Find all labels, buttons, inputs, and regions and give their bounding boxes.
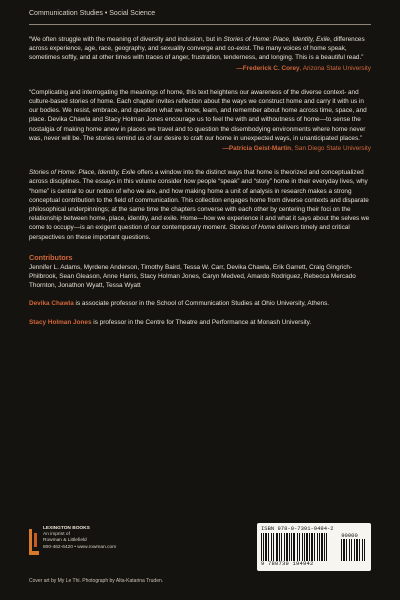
isbn-barcode [257,523,371,571]
contributors-list: Jennifer L. Adams, Myrdene Anderson, Timothy Baird, Tessa W. Carr, Devika Chawla, Erik Garrett, Craig Gingrich-Philbrook, Sean Gleason, Anne Harris, Stacy Holman Jones, Caryn Medved, Amardo Rodriguez, Rebecca Mercado Thornton, Jonathon Wyatt, Tessa Wyatt [29,263,356,290]
book-description: Stories of Home: Place, Identity, Exile offers a window into the distinct ways that home is theorized and conceptualized across disciplines. The essays in this volume consider how people “speak” and “story” home in their everyday lives, why “home” is central to our notion of who we are, and how making home a unit of analysis in research makes a strong conceptual contribution to the field of communication. This collection engages home from diverse contexts and disparate philosophical underpinnings; at the same time the chapters converse with each other by centering their foci on the relationship between home, place, identity, and exile. Home—how we experience it and what it says about the selves we come to occupy—is an exigent question of our contemporary moment. Stories of Home delivers timely and critical perspectives on these important questions. [29,169,370,241]
cover-credit: Cover art by My Le Thi. Photograph by Alta-Katarina Truden. [29,578,164,584]
book-title-italic: Stories of Home: Place, Identity, Exile [223,36,330,43]
contributors-heading: Contributors [29,252,73,262]
editor-bio-1: Devika Chawla is associate professor in the School of Communication Studies at Ohio University, Athens. [29,300,330,308]
endorsement-quote-2: “Complicating and interrogating the meanings of home, this text heightens our awareness of the diverse context- and culture-based stories of home. Each chapter invites reflection about the ways we construct home and carry it with us in our bodies. We resist, embrace, and question what we know, learn, and remember about home across time, space, and place. Devika Chawla and Stacy Holman Jones encourage us to feel the with and withoutness of home—to sense the nostalgia of making home anew in places we travel and to question the disembodying environments where home never was, never will be. The stories remind us of our desire to craft our home in unexpected ways, in unanticipated places.” [29,88,367,142]
subject-category: Communication Studies • Social Science [29,10,156,17]
publisher-info: LEXINGTON BOOKS An imprint of Rowman & Littlefield 800-462-6420 • www.rowman.com [43,526,117,550]
header-divider [29,24,371,25]
editor-bio-2: Stacy Holman Jones is professor in the Centre for Theatre and Performance at Monash University. [29,318,312,326]
isbn-label: ISBN 978-0-7391-9494-2 [261,525,334,532]
endorsement-attribution-2: —Patricia Geist-Martin, San Diego State University [222,145,371,153]
publisher-logo-icon [29,529,39,555]
endorsement-attribution-1: —Frederick C. Corey, Arizona State University [236,64,371,72]
endorsement-quote-1: “We often struggle with the meaning of diversity and inclusion, but in Stories of Home: Place, Identity, Exile, differences across experience, age, race, geography, and sexuality converge and co-exist. The many voices of home speak, sometimes softly, and at other times with traces of anger, frustration, tenderness, and longing. This is a beautiful read.” [29,36,365,62]
price-barcode-bars [341,532,367,561]
price-code: 90000 [341,532,358,539]
cover-footer [29,523,371,571]
barcode-digits: 9 780739 194942 [261,560,314,567]
barcode-bars [261,533,338,561]
